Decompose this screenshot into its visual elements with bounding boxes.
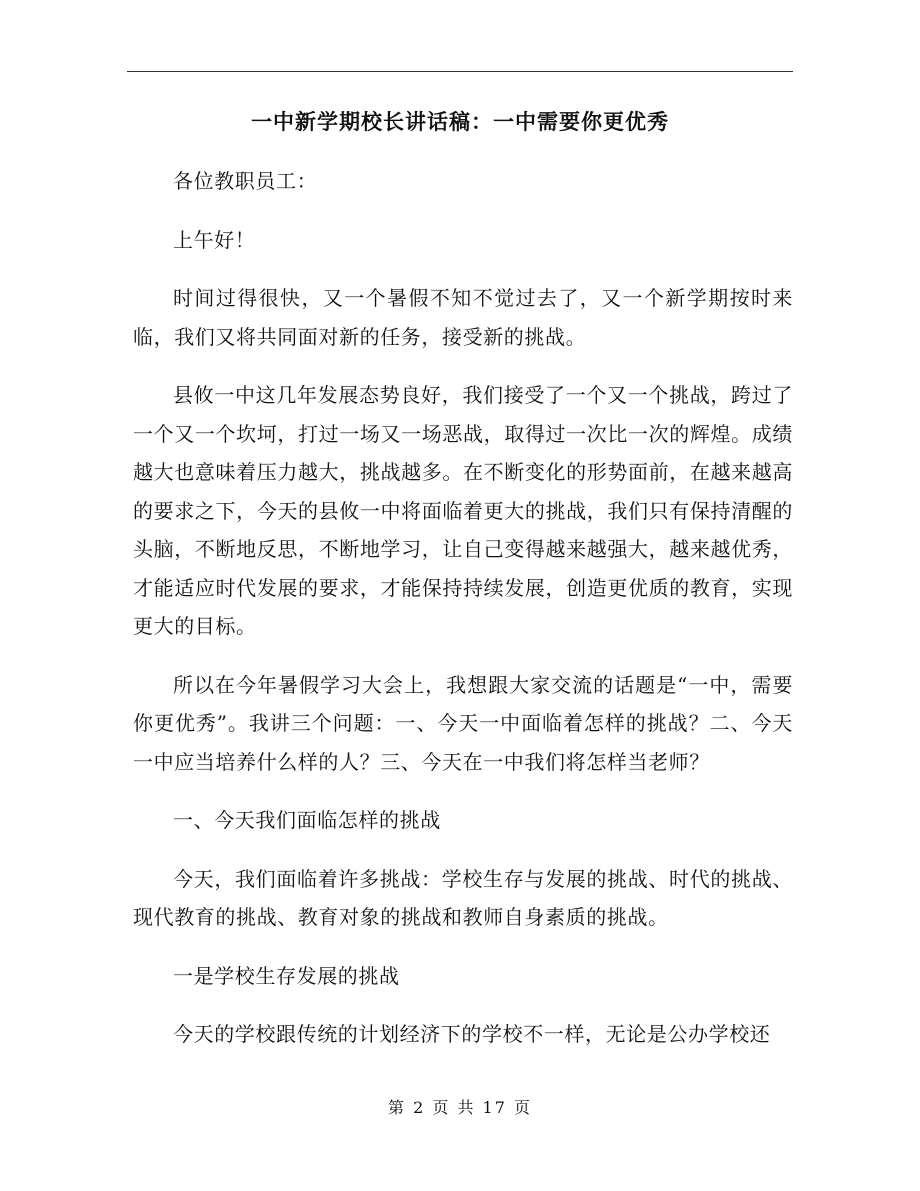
subsection-heading: 一是学校生存发展的挑战	[173, 963, 400, 988]
document-body	[133, 162, 793, 1074]
paragraph: 所以在今年暑假学习大会上，我想跟大家交流的话题是“一中，需要你更优秀”。我讲三个问题：一、今天一中面临着怎样的挑战？二、今天一中应当培养什么样的人？三、今天在一中我们将怎样当老师？	[133, 672, 793, 774]
paragraph: 县攸一中这几年发展态势良好，我们接受了一个又一个挑战，跨过了一个又一个坎坷，打过一场又一场恶战，取得过一次比一次的辉煌。成绩越大也意味着压力越大，挑战越多。在不断变化的形势面前，在越来越高的要求之下，今天的县攸一中将面临着更大的挑战，我们只有保持清醒的头脑，不断地反思，不断地学习，让自己变得越来越强大，越来越优秀，才能适应时代发展的要求，才能保持持续发展，创造更优质的教育，实现更大的目标。	[133, 383, 793, 638]
paragraph: 今天，我们面临着许多挑战：学校生存与发展的挑战、时代的挑战、现代教育的挑战、教育对象的挑战和教师自身素质的挑战。	[133, 866, 793, 929]
header-rule	[127, 71, 793, 72]
document-title: 一中新学期校长讲话稿：一中需要你更优秀	[251, 109, 669, 134]
paragraph: 时间过得很快，又一个暑假不知不觉过去了，又一个新学期按时来临，我们又将共同面对新的任务，接受新的挑战。	[133, 286, 793, 349]
page-number-footer: 第 2 页 共 17 页	[388, 1098, 532, 1117]
paragraph-salutation: 各位教职员工：	[173, 169, 318, 193]
section-heading: 一、今天我们面临怎样的挑战	[173, 808, 441, 832]
paragraph: 今天的学校跟传统的计划经济下的学校不一样，无论是公办学校还	[173, 1022, 771, 1046]
paragraph-greeting: 上午好！	[173, 227, 256, 252]
